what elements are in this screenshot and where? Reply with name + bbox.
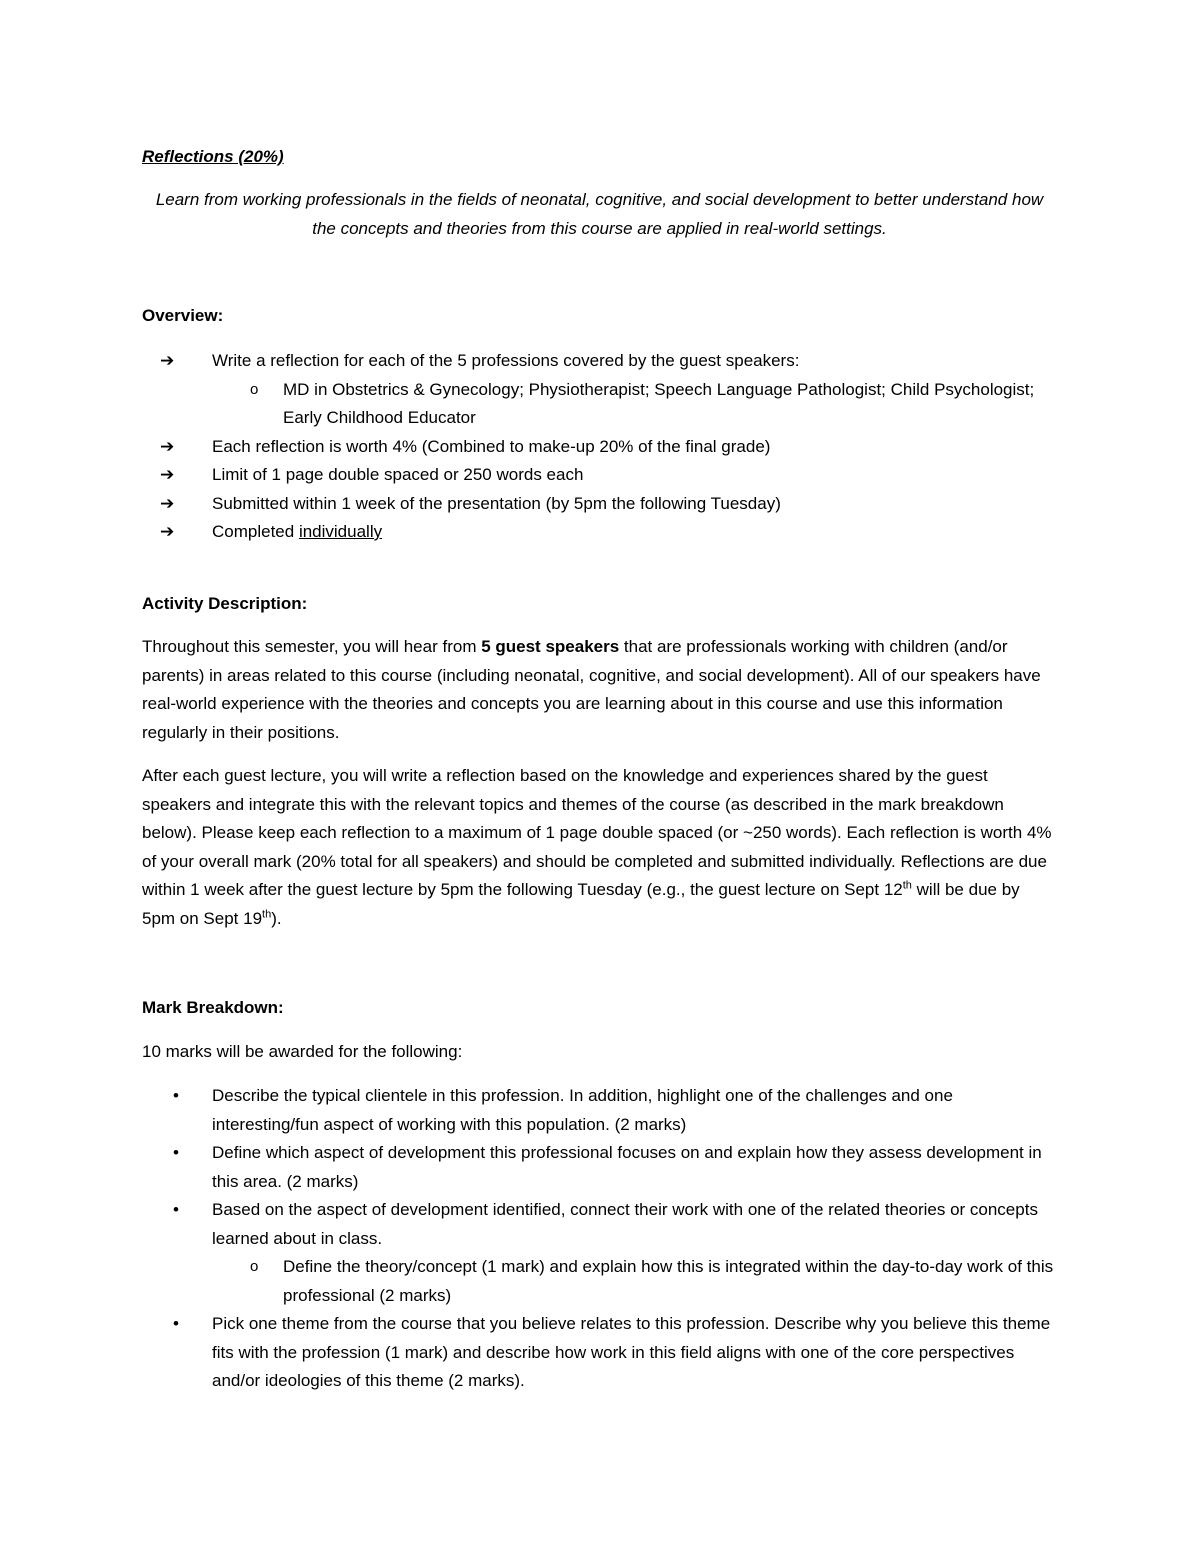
marks-heading: Mark Breakdown: — [142, 998, 284, 1017]
list-item — [212, 376, 1057, 433]
mark-item-text: Pick one theme from the course that you believe relates to this profession. Describe why you believe this theme fits with the profession (1 mark) and describe how work in this field aligns with one of the core perspectives and/or ideologies of this theme (2 marks). — [212, 1314, 1051, 1390]
list-item — [142, 433, 1057, 462]
activity-text: will be due by 5pm on Sept 19 — [142, 880, 1020, 928]
arrow-icon: ➔ — [160, 436, 175, 456]
hollow-bullet-icon: o — [250, 1258, 259, 1275]
marks-intro: 10 marks will be awarded for the following: — [142, 1042, 463, 1061]
overview-item-text: Limit of 1 page double spaced or 250 words each — [212, 465, 584, 484]
list-item — [142, 347, 1057, 433]
arrow-icon: ➔ — [160, 493, 175, 513]
activity-paragraph-2 — [142, 762, 1057, 933]
activity-text: that are professionals working with children (and/or parents) in areas related to this course (including neonatal, cognitive, and social development). All of our speakers have real-world experience with the theories and concepts you are learning about in this course and use this information regularly in their positions. — [142, 637, 1041, 742]
bold-phrase: 5 guest speakers — [481, 637, 620, 656]
arrow-icon: ➔ — [160, 522, 175, 541]
superscript: th — [262, 907, 272, 920]
activity-paragraph-1 — [142, 633, 1057, 747]
marks-list — [142, 1082, 1057, 1396]
bullet-icon: • — [173, 1200, 179, 1219]
superscript: th — [902, 879, 912, 892]
activity-text: Throughout this semester, you will hear from — [142, 637, 482, 656]
mark-subitem-text: Define the theory/concept (1 mark) and explain how this is integrated within the day-to-day work of this professional (2 marks) — [283, 1257, 1054, 1305]
overview-item-text: Write a reflection for each of the 5 professions covered by the guest speakers: — [212, 351, 800, 370]
overview-item-text: Completed — [212, 522, 299, 541]
bullet-icon: • — [173, 1314, 179, 1333]
list-item — [142, 1310, 1057, 1396]
overview-heading: Overview: — [142, 306, 224, 325]
list-item — [142, 1082, 1057, 1139]
underlined-word: individually — [298, 522, 383, 541]
list-item — [142, 490, 1057, 519]
arrow-icon: ➔ — [160, 465, 175, 484]
bullet-icon: • — [173, 1143, 179, 1162]
activity-text: After each guest lecture, you will write a reflection based on the knowledge and experiences shared by the guest speakers and integrate this with the relevant topics and themes of the course (as described in the mark breakdown below). Please keep each reflection to a maximum of 1 page double spaced (or ~250 words). Each reflection is worth 4% of your overall mark (20% total for all speakers) and should be completed and submitted individually. Reflections are due within 1 week after the guest lecture by 5pm the following Tuesday (e.g., the guest lecture on Sept 12 — [142, 766, 1052, 899]
bullet-icon: • — [173, 1086, 179, 1105]
list-item — [212, 1253, 1057, 1310]
intro-text: Learn from working professionals in the fields of neonatal, cognitive, and social development to better understand how the concepts and theories from this course are applied in real-world settings. — [155, 190, 1044, 238]
list-item — [142, 1196, 1057, 1310]
activity-heading: Activity Description: — [142, 594, 308, 613]
arrow-icon: ➔ — [160, 351, 175, 370]
professions-text: MD in Obstetrics & Gynecology; Physiotherapist; Speech Language Pathologist; Child Psychologist; Early Childhood Educator — [283, 379, 1035, 427]
list-item — [142, 1139, 1057, 1196]
hollow-bullet-icon: o — [250, 380, 259, 398]
list-item — [142, 461, 1057, 490]
overview-item-text: Submitted within 1 week of the presentation (by 5pm the following Tuesday) — [212, 493, 781, 513]
sub-list — [212, 376, 1057, 433]
mark-item-text: Describe the typical clientele in this profession. In addition, highlight one of the challenges and one interesting/fun aspect of working with this population. (2 marks) — [212, 1086, 953, 1134]
page-title: Reflections (20%) — [142, 147, 284, 166]
overview-item-text: Each reflection is worth 4% (Combined to make-up 20% of the final grade) — [212, 436, 771, 456]
mark-item-text: Define which aspect of development this professional focuses on and explain how they assess development in this area. (2 marks) — [212, 1143, 1042, 1191]
sub-list — [212, 1253, 1057, 1310]
activity-text: ). — [271, 908, 282, 928]
overview-list — [142, 347, 1057, 547]
mark-item-text: Based on the aspect of development identified, connect their work with one of the related theories or concepts learned about in class. — [212, 1200, 1038, 1248]
list-item — [142, 518, 1057, 547]
